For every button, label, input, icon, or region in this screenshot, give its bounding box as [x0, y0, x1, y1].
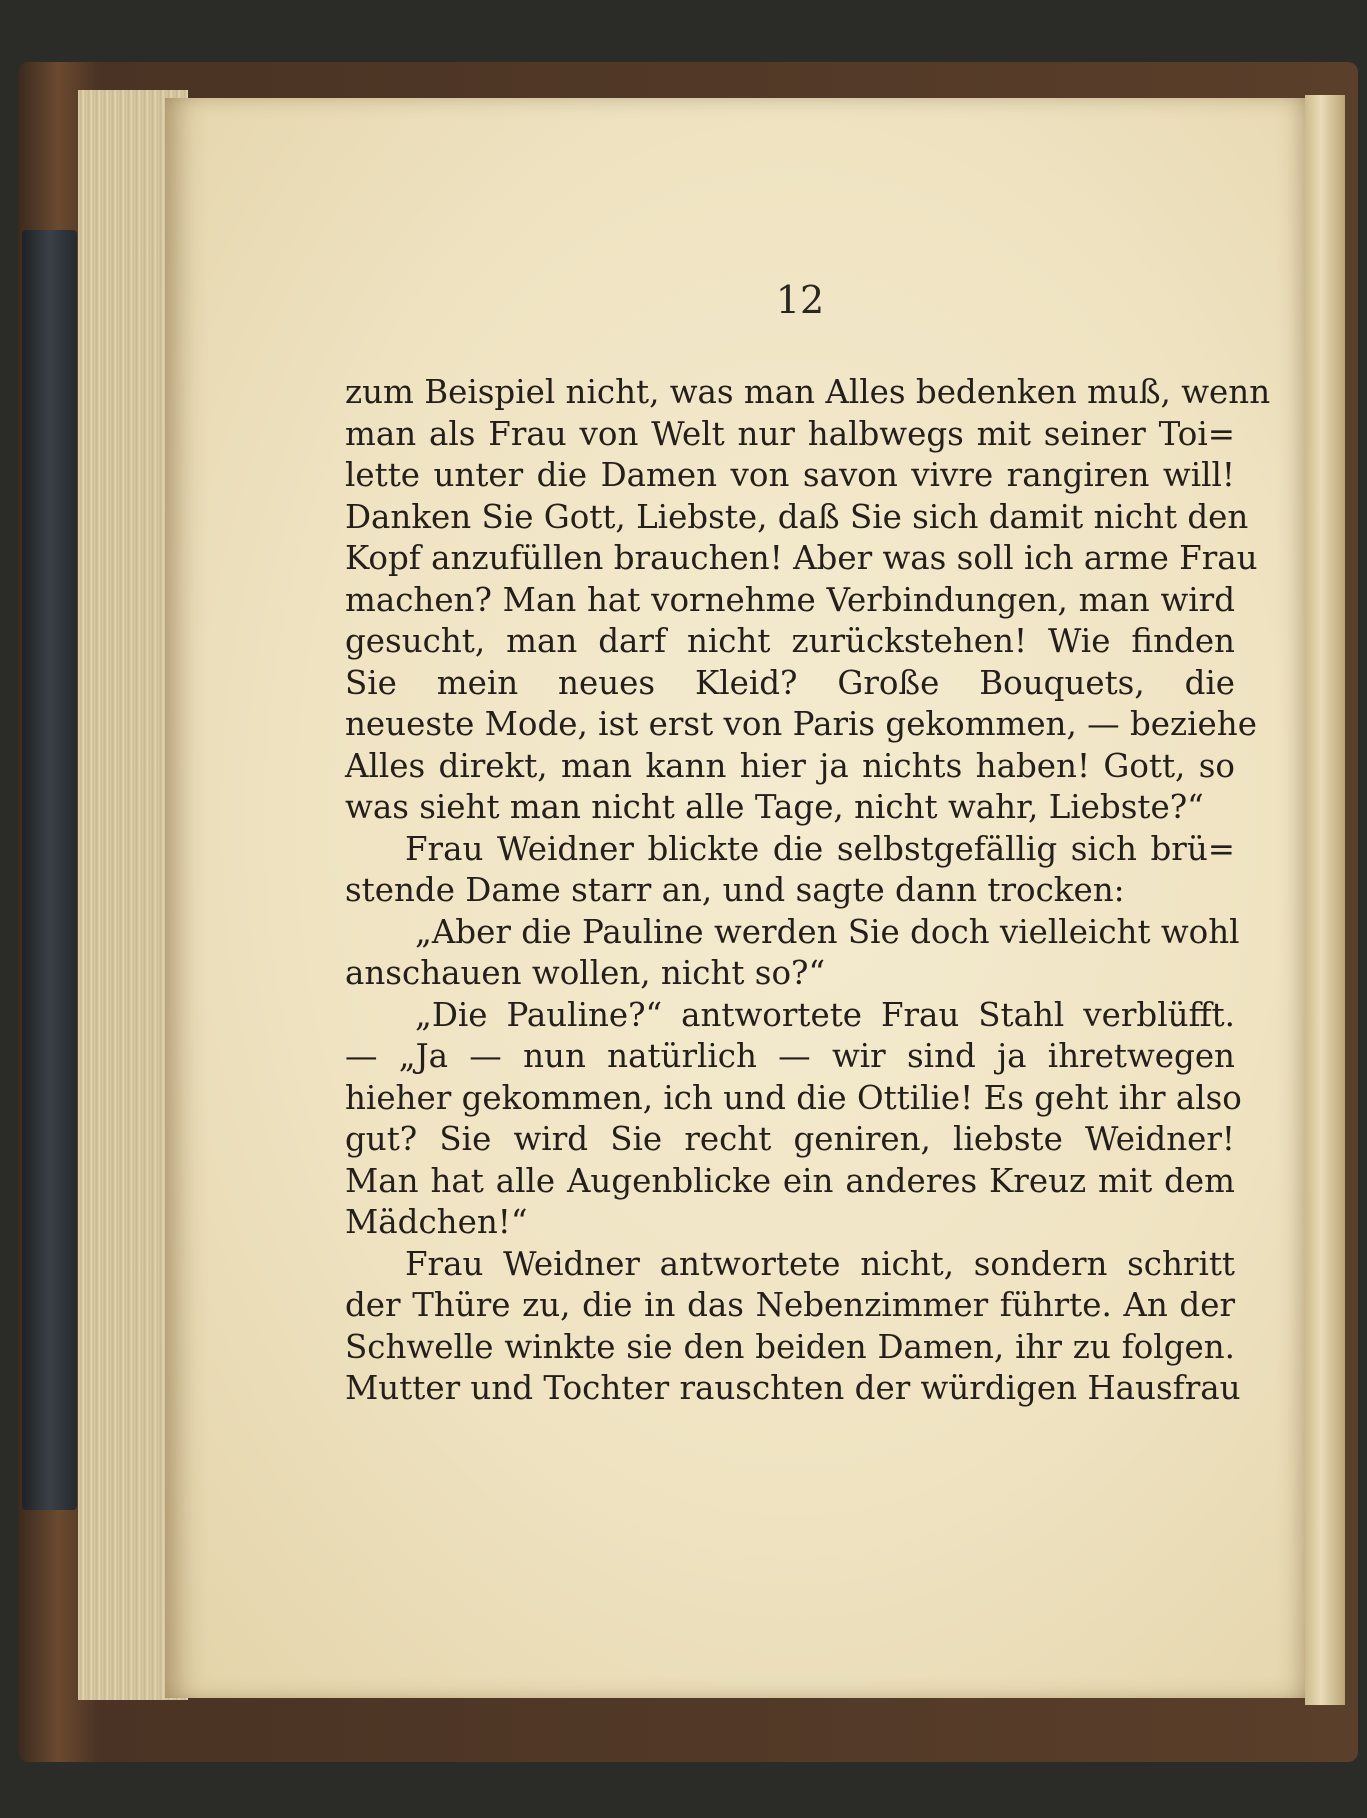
text-line: lette unter die Damen von savon vivre rangiren will! [345, 456, 1235, 494]
text-line: zum Beispiel nicht, was man Alles bedenken muß, wenn [345, 373, 1271, 411]
text-line: gut? Sie wird Sie recht geniren, liebste Weidner! [345, 1120, 1235, 1158]
text-line: gesucht, man darf nicht zurückstehen! Wie finden [345, 622, 1235, 660]
text-line: Schwelle winkte sie den beiden Damen, ihr zu folgen. [345, 1327, 1235, 1366]
text-line: machen? Man hat vornehme Verbindungen, man wird [345, 580, 1235, 619]
text-line: man als Frau von Welt nur halbwegs mit seiner Toi= [345, 414, 1235, 453]
page-text [345, 372, 1271, 1410]
text-line: stende Dame starr an, und sagte dann trocken: [345, 871, 1125, 909]
text-line: was sieht man nicht alle Tage, nicht wahr, Liebste?“ [345, 788, 1204, 826]
text-line: Danken Sie Gott, Liebste, daß Sie sich damit nicht den [345, 497, 1249, 536]
text-line: Frau Weidner antwortete nicht, sondern schritt [405, 1244, 1235, 1283]
text-line: „Aber die Pauline werden Sie doch vielleicht wohl [415, 912, 1240, 951]
text-line: neueste Mode, ist erst von Paris gekommen, — beziehe [345, 705, 1257, 743]
text-line: Kopf anzufüllen brauchen! Aber was soll ich arme Frau [345, 539, 1258, 577]
page-number: 12 [775, 278, 825, 322]
text-line: Mutter und Tochter rauschten der würdigen Hausfrau [345, 1369, 1241, 1407]
text-line: Frau Weidner blickte die selbstgefällig sich brü= [405, 829, 1235, 868]
text-line: anschauen wollen, nicht so?“ [345, 954, 826, 992]
text-line: Mädchen!“ [345, 1203, 528, 1241]
text-line: der Thüre zu, die in das Nebenzimmer führte. An der [345, 1286, 1235, 1324]
text-line: Alles direkt, man kann hier ja nichts haben! Gott, so [345, 746, 1235, 785]
text-line: Sie mein neues Kleid? Große Bouquets, die [345, 663, 1235, 702]
cover-board-edge [22, 230, 77, 1510]
text-line: „Die Pauline?“ antwortete Frau Stahl verblüfft. [415, 995, 1235, 1034]
text-line: hieher gekommen, ich und die Ottilie! Es geht ihr also [345, 1078, 1242, 1117]
book-gutter [1305, 95, 1345, 1705]
text-line: Man hat alle Augenblicke ein anderes Kreuz mit dem [345, 1161, 1235, 1200]
text-line: — „Ja — nun natürlich — wir sind ja ihretwegen [345, 1037, 1235, 1075]
